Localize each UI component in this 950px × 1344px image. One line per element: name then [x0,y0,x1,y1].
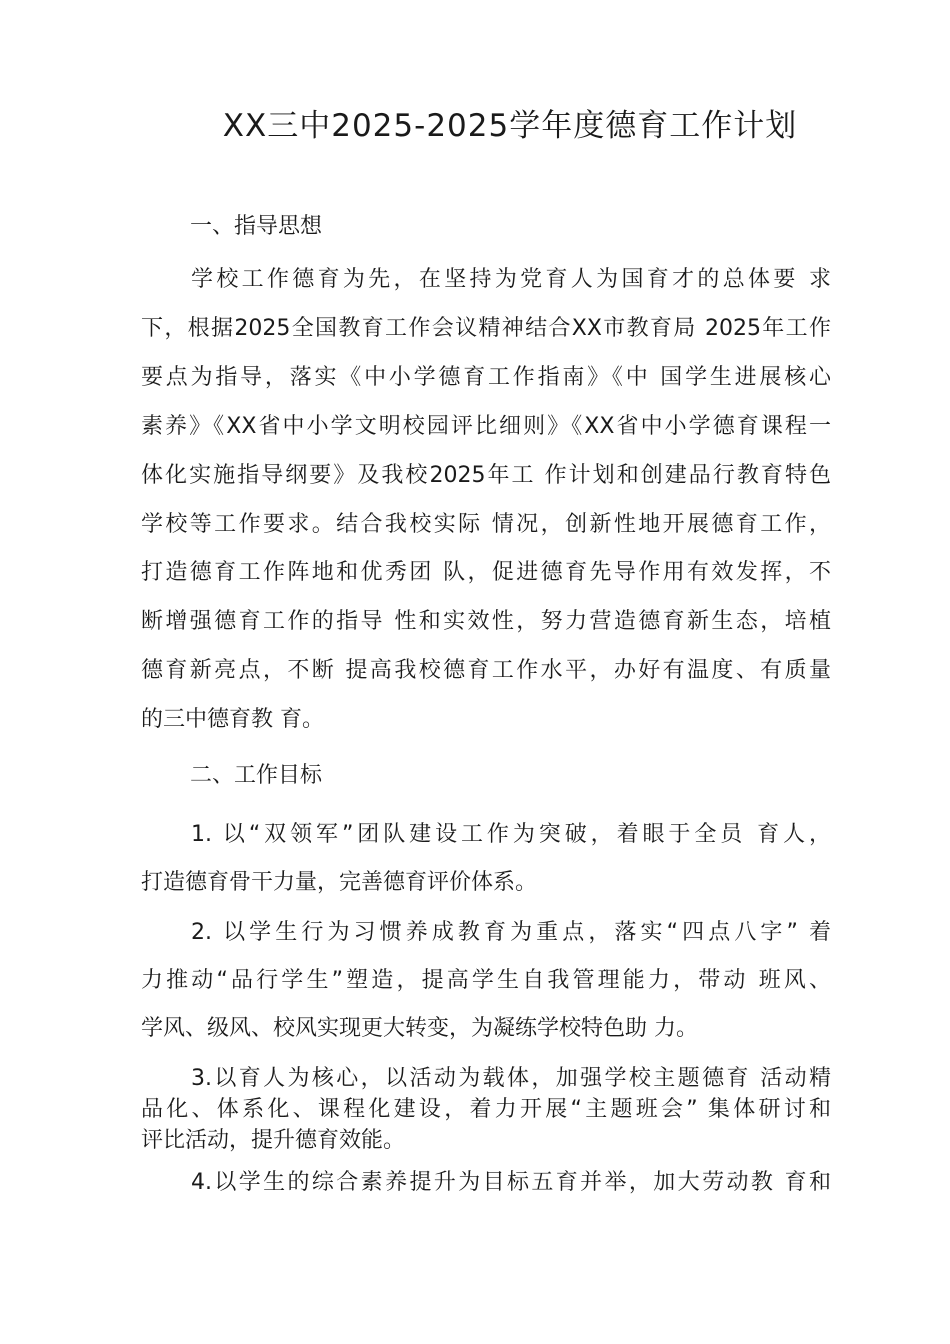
paragraph-line: 德育新亮点，不断 提高我校德育工作水平，办好有温度、有质量 [141,658,831,684]
goal-item-1 [141,811,831,907]
paragraph-line: 的三中德育教 育。 [141,707,324,733]
paragraph-line: 品化、体系化、课程化建设，着力开展“主题班会” 集体研讨和 [141,1097,831,1122]
paragraph-line: 打造德育骨干力量，完善德育评价体系。 [141,870,538,895]
paragraph-line: 学风、级风、校风实现更大转变，为凝练学校特色助 力。 [141,1016,698,1041]
paragraph-line: 下，根据2025全国教育工作会议精神结合XX市教育局 2025年工作 [141,315,831,341]
section-heading-guiding-ideology: 一、指导思想 [190,214,323,239]
paragraph-line: 3.以育人为核心，以活动为载体，加强学校主题德育 活动精 [191,1066,831,1091]
paragraph-line: 断增强德育工作的指导 性和实效性，努力营造德育新生态，培植 [141,609,831,635]
paragraph-line: 评比活动，提升德育效能。 [141,1128,406,1153]
paragraph-line: 4.以学生的综合素养提升为目标五育并举，加大劳动教 育和 [191,1170,831,1195]
goal-item-2 [141,909,831,1053]
goal-item-4 [141,1167,831,1198]
section-heading-work-goals: 二、工作目标 [190,763,323,788]
paragraph-line: 打造德育工作阵地和优秀团 队，促进德育先导作用有效发挥，不 [141,560,831,586]
paragraph-line: 力推动“品行学生”塑造，提高学生自我管理能力，带动 班风、 [141,968,831,993]
paragraph-line: 体化实施指导纲要》及我校2025年工 作计划和创建品行教育特色 [141,462,831,488]
paragraph-line: 要点为指导，落实《中小学德育工作指南》《中 国学生进展核心 [141,364,831,390]
guiding-ideology-paragraph [141,256,831,745]
paragraph-line: 学校等工作要求。结合我校实际 情况，创新性地开展德育工作， [141,511,831,537]
paragraph-line: 1. 以“双领军”团队建设工作为突破，着眼于全员 育人， [191,822,831,847]
paragraph-line: 学校工作德育为先，在坚持为党育人为国育才的总体要 求 [191,267,831,292]
document-title: XX三中2025-2025学年度德育工作计划 [222,108,798,144]
paragraph-line: 2. 以学生行为习惯养成教育为重点，落实“四点八字” 着 [191,920,831,945]
goal-item-3 [141,1063,831,1156]
paragraph-line: 素养》《XX省中小学文明校园评比细则》《XX省中小学德育课程一 [141,413,831,439]
